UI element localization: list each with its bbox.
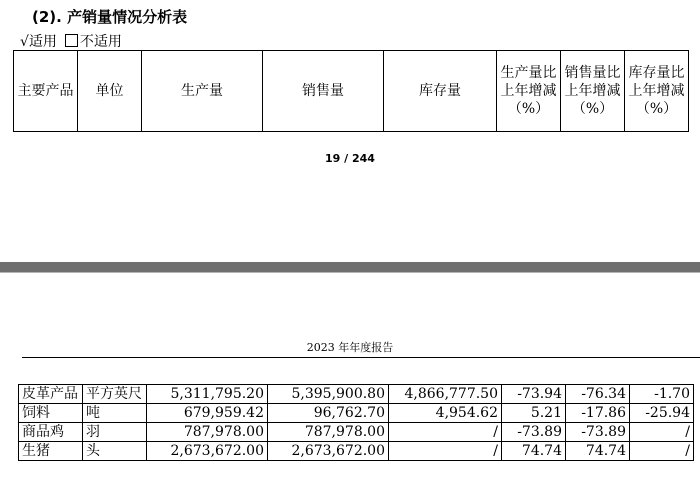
production-cell: 2,673,672.00 <box>147 442 268 461</box>
unit-cell: 平方英尺 <box>83 385 147 404</box>
sales-change-cell: -76.34 <box>566 385 630 404</box>
header-production: 生产量 <box>142 51 263 132</box>
sales-change-cell: -17.86 <box>566 404 630 423</box>
inventory-change-cell: -25.94 <box>630 404 694 423</box>
production-cell: 679,959.42 <box>147 404 268 423</box>
production-cell: 787,978.00 <box>147 423 268 442</box>
header-sales: 销售量 <box>263 51 384 132</box>
inventory-change-cell: / <box>630 423 694 442</box>
product-cell: 生猪 <box>19 442 83 461</box>
header-product: 主要产品 <box>14 51 78 132</box>
production-change-cell: 74.74 <box>502 442 566 461</box>
empty-checkbox <box>65 34 78 47</box>
product-cell: 商品鸡 <box>19 423 83 442</box>
header-table <box>13 50 689 132</box>
header-unit: 单位 <box>78 51 142 132</box>
inventory-change-cell: -1.70 <box>630 385 694 404</box>
page-number: 19 / 244 <box>325 152 375 165</box>
header-inventory-change: 库存量比上年增减（%） <box>625 51 689 132</box>
sales-change-cell: -73.89 <box>566 423 630 442</box>
section-title: (2). 产销量情况分析表 <box>32 8 188 26</box>
sales-cell: 787,978.00 <box>268 423 389 442</box>
inventory-change-cell: / <box>630 442 694 461</box>
product-cell: 饲料 <box>19 404 83 423</box>
applicable-option: √适用 <box>20 34 57 50</box>
unit-cell: 头 <box>83 442 147 461</box>
data-table <box>18 384 694 461</box>
inventory-cell: / <box>389 423 502 442</box>
product-cell: 皮革产品 <box>19 385 83 404</box>
sales-cell: 5,395,900.80 <box>268 385 389 404</box>
header-rule <box>22 357 700 358</box>
production-cell: 5,311,795.20 <box>147 385 268 404</box>
sales-cell: 96,762.70 <box>268 404 389 423</box>
not-applicable-option: 不适用 <box>79 34 122 50</box>
unit-cell: 吨 <box>83 404 147 423</box>
sales-change-cell: 74.74 <box>566 442 630 461</box>
header-inventory: 库存量 <box>384 51 497 132</box>
table-row <box>19 423 694 442</box>
unit-cell: 羽 <box>83 423 147 442</box>
table-row <box>19 385 694 404</box>
inventory-cell: / <box>389 442 502 461</box>
table-row <box>19 404 694 423</box>
report-header: 2023 年年度报告 <box>306 341 394 354</box>
production-change-cell: -73.94 <box>502 385 566 404</box>
production-change-cell: -73.89 <box>502 423 566 442</box>
page-separator <box>0 262 700 272</box>
page-separator-line <box>0 272 700 273</box>
applicability-options <box>20 31 122 51</box>
header-sales-change: 销售量比上年增减（%） <box>561 51 625 132</box>
inventory-cell: 4,866,777.50 <box>389 385 502 404</box>
table-row <box>19 442 694 461</box>
production-change-cell: 5.21 <box>502 404 566 423</box>
inventory-cell: 4,954.62 <box>389 404 502 423</box>
header-production-change: 生产量比上年增减（%） <box>497 51 561 132</box>
sales-cell: 2,673,672.00 <box>268 442 389 461</box>
